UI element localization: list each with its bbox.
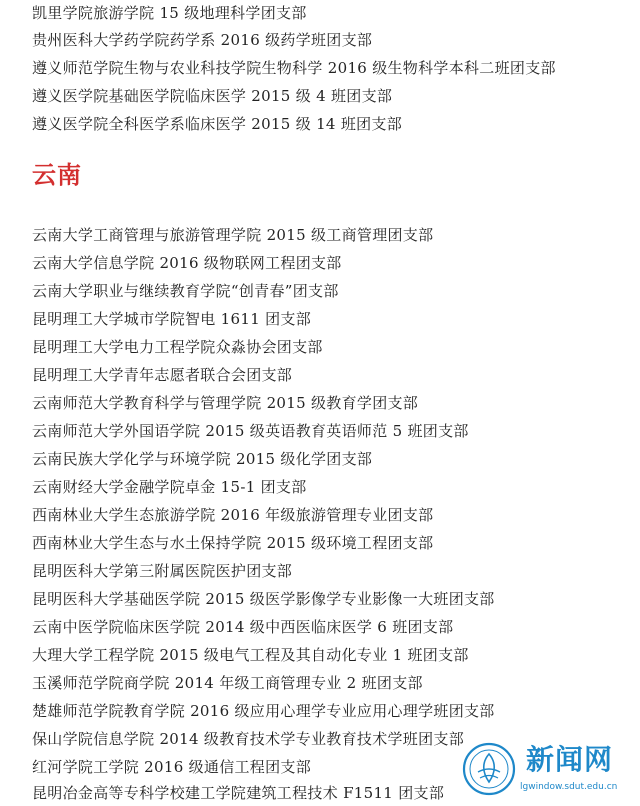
list-item: 红河学院工学院 2016 级通信工程团支部 <box>32 758 312 776</box>
list-item: 云南师范大学外国语学院 2015 级英语教育英语师范 5 班团支部 <box>32 422 469 440</box>
list-item: 云南财经大学金融学院卓金 15-1 团支部 <box>32 478 307 496</box>
list-item: 云南师范大学教育科学与管理学院 2015 级教育学团支部 <box>32 394 419 412</box>
list-item: 大理大学工程学院 2015 级电气工程及其自动化专业 1 班团支部 <box>32 646 469 664</box>
watermark-url: lgwindow.sdut.edu.cn <box>520 782 618 792</box>
list-item: 昆明理工大学城市学院智电 1611 团支部 <box>32 310 312 328</box>
list-item: 云南大学信息学院 2016 级物联网工程团支部 <box>32 254 342 272</box>
list-item: 云南大学工商管理与旅游管理学院 2015 级工商管理团支部 <box>32 226 434 244</box>
list-item: 昆明冶金高等专科学校建工学院建筑工程技术 F1511 团支部 <box>32 784 445 802</box>
list-item: 昆明理工大学电力工程学院众淼协会团支部 <box>32 338 323 356</box>
list-item: 玉溪师范学院商学院 2014 年级工商管理专业 2 班团支部 <box>32 674 423 692</box>
list-item: 遵义医学院基础医学院临床医学 2015 级 4 班团支部 <box>32 87 393 105</box>
section-heading-yunnan: 云南 <box>32 161 82 189</box>
list-item: 昆明医科大学基础医学院 2015 级医学影像学专业影像一大班团支部 <box>32 590 495 608</box>
list-item: 昆明医科大学第三附属医院医护团支部 <box>32 562 293 580</box>
list-item: 遵义师范学院生物与农业科技学院生物科学 2016 级生物科学本科二班团支部 <box>32 59 556 77</box>
list-item: 昆明理工大学青年志愿者联合会团支部 <box>32 366 293 384</box>
list-item: 楚雄师范学院教育学院 2016 级应用心理学专业应用心理学班团支部 <box>32 702 495 720</box>
list-item: 云南大学职业与继续教育学院“创青春”团支部 <box>32 282 339 300</box>
list-item: 凯里学院旅游学院 15 级地理科学团支部 <box>32 4 307 22</box>
university-seal-icon <box>462 742 516 796</box>
list-item: 遵义医学院全科医学系临床医学 2015 级 14 班团支部 <box>32 115 403 133</box>
watermark-title: 新闻网 <box>526 743 614 776</box>
list-item: 云南民族大学化学与环境学院 2015 级化学团支部 <box>32 450 373 468</box>
list-item: 云南中医学院临床医学院 2014 级中西医临床医学 6 班团支部 <box>32 618 454 636</box>
list-item: 保山学院信息学院 2014 级教育技术学专业教育技术学班团支部 <box>32 730 465 748</box>
list-item: 西南林业大学生态旅游学院 2016 年级旅游管理专业团支部 <box>32 506 434 524</box>
list-item: 贵州医科大学药学院药学系 2016 级药学班团支部 <box>32 31 373 49</box>
list-item: 西南林业大学生态与水土保持学院 2015 级环境工程团支部 <box>32 534 434 552</box>
site-watermark <box>462 738 632 802</box>
